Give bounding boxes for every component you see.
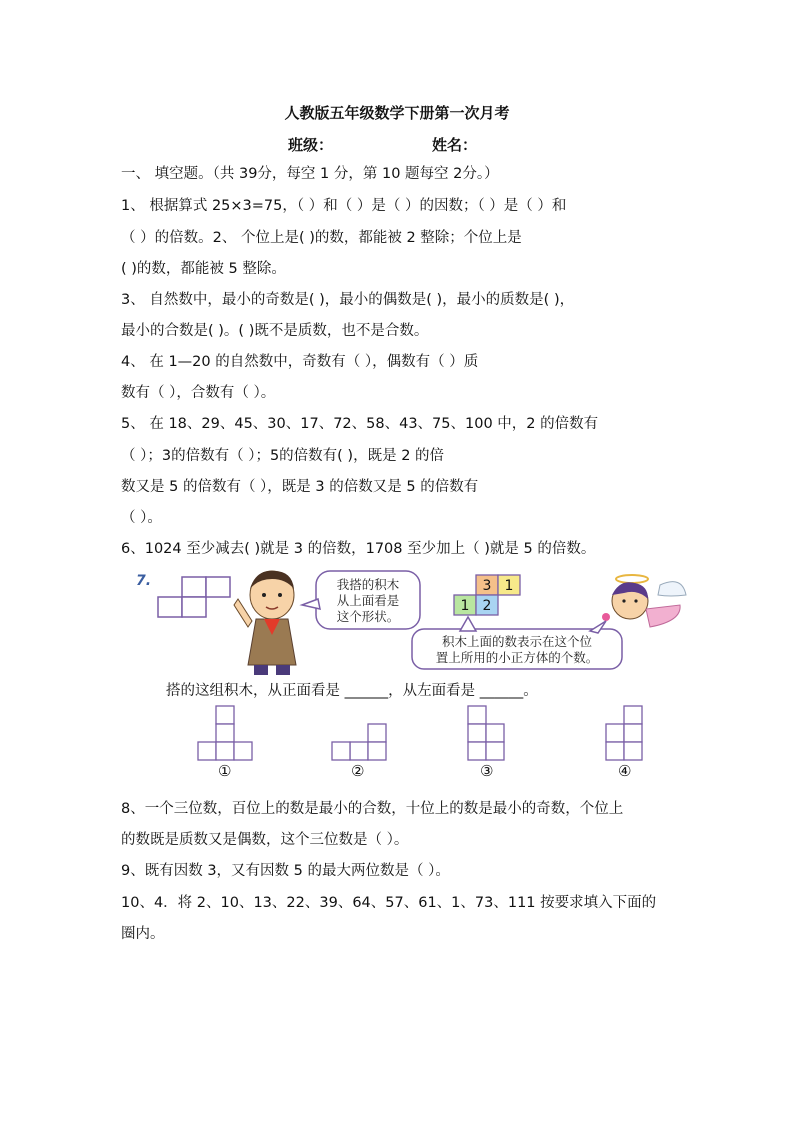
grid-number-3: 1 (460, 598, 470, 614)
bubble1-line-2: 从上面看是 (336, 593, 400, 608)
page-title: 人教版五年级数学下册第一次月考 (284, 104, 510, 122)
option-shape-3 (468, 706, 504, 760)
bubble2-line-2: 置上所用的小正方体的个数。 (435, 650, 599, 665)
q8-line-2: 的数既是质数又是偶数，这个三位数是（ ）。 (121, 832, 409, 848)
q1-line-2: （ ）的倍数。2、 个位上是( )的数，都能被 2 整除；个位上是 (121, 230, 522, 246)
bubble1-line-1: 我搭的积木 (336, 577, 400, 592)
grid-number-4: 2 (482, 598, 492, 614)
top-view-shape (158, 577, 230, 617)
q9-line: 9、既有因数 3，又有因数 5 的最大两位数是（ ）。 (121, 863, 450, 879)
q3-line-1: 3、 自然数中，最小的奇数是( )，最小的偶数是( )，最小的质数是( )， (121, 292, 575, 308)
q1-line-1: 1、 根据算式 25×3=75，（ ）和（ ）是（ ）的因数；（ ）是（ ）和 (121, 198, 567, 214)
option-shape-2 (332, 724, 386, 760)
q5-line-4: （ ）。 (121, 510, 162, 526)
q7-illustration (130, 565, 690, 675)
option-shape-4 (606, 706, 642, 760)
class-label: 班级： (288, 136, 334, 154)
option-shape-1 (198, 706, 252, 760)
option-label-3: ③ (480, 762, 494, 780)
q10-line-1: 10、4．将 2、10、13、22、39、64、57、61、1、73、111 按要求填入下面的 (121, 895, 657, 911)
q6-line: 6、1024 至少减去( )就是 3 的倍数，1708 至少加上（ )就是 5 的倍数。 (121, 541, 596, 557)
grid-number-1: 3 (482, 578, 492, 594)
q7-question: 搭的这组积木，从正面看是 ______，从左面看是 ______。 (166, 683, 538, 699)
q8-line-1: 8、一个三位数，百位上的数是最小的合数，十位上的数是最小的奇数，个位上 (121, 801, 624, 817)
q5-line-2: （ ）；3的倍数有（ ）；5的倍数有( )，既是 2 的倍 (121, 448, 445, 464)
angel-illustration (602, 575, 686, 627)
boy-illustration (234, 571, 296, 675)
q7-number: 7. (136, 573, 152, 589)
q1-line-3: ( )的数，都能被 5 整除。 (121, 261, 286, 277)
speech-bubble-1 (302, 571, 420, 629)
q7-option-shapes (190, 702, 660, 764)
speech-bubble-2 (412, 617, 622, 669)
q5-line-1: 5、 在 18、29、45、30、17、72、58、43、75、100 中，2 的倍数有 (121, 416, 599, 432)
bubble1-line-3: 这个形状。 (336, 609, 400, 624)
section-heading: 一、 填空题。（共 39分，每空 1 分，第 10 题每空 2分。） (121, 166, 499, 182)
q10-line-2: 圈内。 (121, 926, 165, 942)
q4-line-2: 数有（ ），合数有（ ）。 (121, 385, 276, 401)
q3-line-2: 最小的合数是( )。( )既不是质数，也不是合数。 (121, 323, 429, 339)
option-label-2: ② (351, 762, 365, 780)
q5-line-3: 数又是 5 的倍数有（ ），既是 3 的倍数又是 5 的倍数有 (121, 479, 479, 495)
bubble2-line-1: 积木上面的数表示在这个位 (441, 634, 593, 649)
option-label-4: ④ (618, 762, 632, 780)
option-label-1: ① (218, 762, 232, 780)
q4-line-1: 4、 在 1—20 的自然数中，奇数有（ ），偶数有（ ）质 (121, 354, 479, 370)
grid-number-2: 1 (504, 578, 514, 594)
name-label: 姓名： (432, 136, 478, 154)
